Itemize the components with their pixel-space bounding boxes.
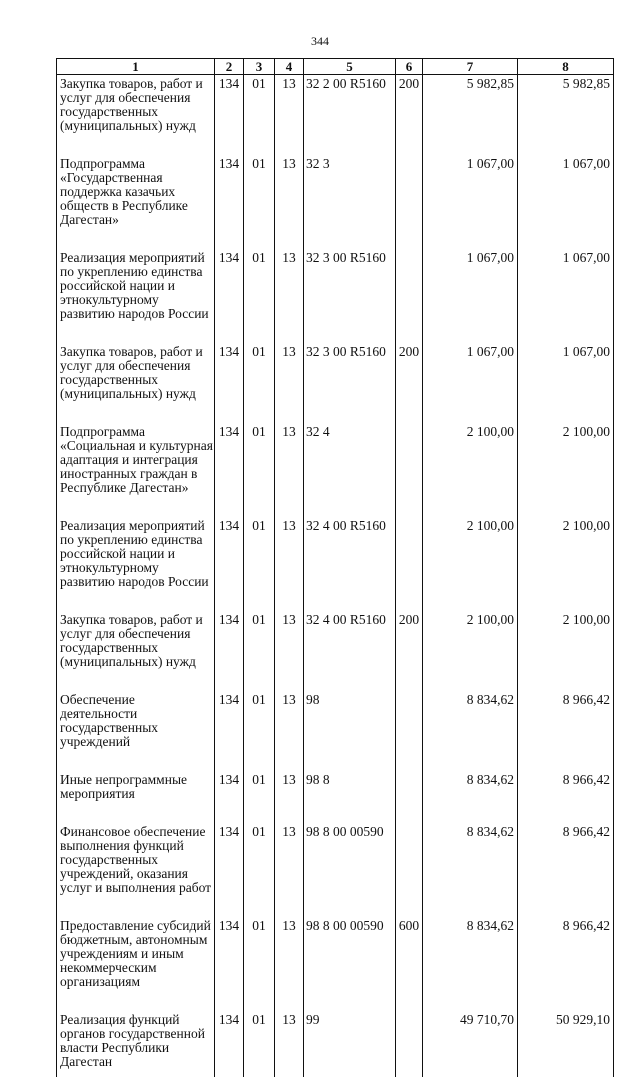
table-header-row xyxy=(57,59,614,75)
row-code-4: 13 xyxy=(275,919,304,1013)
row-code-6 xyxy=(396,251,423,345)
column-header-4: 4 xyxy=(275,59,304,75)
row-code-4: 13 xyxy=(275,425,304,519)
row-amount-8: 50 929,10 xyxy=(518,1013,614,1077)
row-code-6: 200 xyxy=(396,345,423,425)
row-amount-8: 2 100,00 xyxy=(518,519,614,613)
row-code-4: 13 xyxy=(275,613,304,693)
row-code-5: 98 8 00 00590 xyxy=(304,919,396,1013)
row-amount-7: 2 100,00 xyxy=(423,519,518,613)
column-header-3: 3 xyxy=(244,59,275,75)
row-code-4: 13 xyxy=(275,75,304,158)
row-code-5: 32 4 00 R5160 xyxy=(304,613,396,693)
row-code-5: 32 3 xyxy=(304,157,396,251)
row-amount-8: 2 100,00 xyxy=(518,425,614,519)
row-amount-7: 1 067,00 xyxy=(423,251,518,345)
row-name: Предоставление субсидий бюджетным, автономным учреждениям и иным некоммерческим организациям xyxy=(57,919,215,1013)
column-header-8: 8 xyxy=(518,59,614,75)
row-code-2: 134 xyxy=(215,773,244,825)
row-name: Обеспечение деятельности государственных учреждений xyxy=(57,693,215,773)
row-code-5: 32 4 00 R5160 xyxy=(304,519,396,613)
row-code-4: 13 xyxy=(275,251,304,345)
row-code-3: 01 xyxy=(244,251,275,345)
row-name: Подпрограмма «Государственная поддержка казачьих обществ в Республике Дагестан» xyxy=(57,157,215,251)
row-code-3: 01 xyxy=(244,1013,275,1077)
row-name: Закупка товаров, работ и услуг для обеспечения государственных (муниципальных) нужд xyxy=(57,345,215,425)
row-amount-7: 8 834,62 xyxy=(423,773,518,825)
row-code-3: 01 xyxy=(244,825,275,919)
row-amount-7: 5 982,85 xyxy=(423,75,518,158)
row-code-2: 134 xyxy=(215,825,244,919)
row-code-6: 200 xyxy=(396,75,423,158)
row-amount-8: 1 067,00 xyxy=(518,345,614,425)
row-code-2: 134 xyxy=(215,519,244,613)
row-code-2: 134 xyxy=(215,613,244,693)
row-amount-8: 8 966,42 xyxy=(518,825,614,919)
row-code-2: 134 xyxy=(215,251,244,345)
row-code-2: 134 xyxy=(215,425,244,519)
row-code-5: 98 8 00 00590 xyxy=(304,825,396,919)
row-code-4: 13 xyxy=(275,825,304,919)
row-amount-8: 8 966,42 xyxy=(518,773,614,825)
row-name: Реализация мероприятий по укреплению единства российской нации и этнокультурному развитию народов России xyxy=(57,251,215,345)
row-code-5: 32 3 00 R5160 xyxy=(304,345,396,425)
row-code-2: 134 xyxy=(215,345,244,425)
row-amount-8: 5 982,85 xyxy=(518,75,614,158)
table-row xyxy=(57,773,614,825)
table-row xyxy=(57,157,614,251)
row-code-4: 13 xyxy=(275,519,304,613)
table-row xyxy=(57,613,614,693)
row-code-6 xyxy=(396,693,423,773)
row-code-3: 01 xyxy=(244,75,275,158)
row-amount-7: 1 067,00 xyxy=(423,345,518,425)
row-code-6 xyxy=(396,519,423,613)
row-code-4: 13 xyxy=(275,1013,304,1077)
row-code-3: 01 xyxy=(244,613,275,693)
row-code-2: 134 xyxy=(215,919,244,1013)
row-name: Подпрограмма «Социальная и культурная адаптация и интеграция иностранных граждан в Республике Дагестан» xyxy=(57,425,215,519)
row-name: Закупка товаров, работ и услуг для обеспечения государственных (муниципальных) нужд xyxy=(57,75,215,158)
table-row xyxy=(57,519,614,613)
row-name: Реализация функций органов государственной власти Республики Дагестан xyxy=(57,1013,215,1077)
table-row xyxy=(57,693,614,773)
row-code-6 xyxy=(396,773,423,825)
row-code-6 xyxy=(396,157,423,251)
row-amount-7: 2 100,00 xyxy=(423,613,518,693)
row-code-3: 01 xyxy=(244,345,275,425)
row-code-3: 01 xyxy=(244,919,275,1013)
row-code-6 xyxy=(396,425,423,519)
column-header-1: 1 xyxy=(57,59,215,75)
row-code-2: 134 xyxy=(215,157,244,251)
column-header-7: 7 xyxy=(423,59,518,75)
table-row xyxy=(57,919,614,1013)
row-amount-7: 8 834,62 xyxy=(423,693,518,773)
table-row xyxy=(57,425,614,519)
row-amount-8: 1 067,00 xyxy=(518,251,614,345)
row-amount-8: 8 966,42 xyxy=(518,919,614,1013)
row-code-3: 01 xyxy=(244,519,275,613)
column-header-2: 2 xyxy=(215,59,244,75)
row-code-3: 01 xyxy=(244,157,275,251)
row-code-5: 99 xyxy=(304,1013,396,1077)
row-code-5: 32 2 00 R5160 xyxy=(304,75,396,158)
row-name: Реализация мероприятий по укреплению единства российской нации и этнокультурному развитию народов России xyxy=(57,519,215,613)
row-code-5: 98 xyxy=(304,693,396,773)
page-number: 344 xyxy=(311,34,329,48)
row-name: Финансовое обеспечение выполнения функций государственных учреждений, оказания услуг и выполнения работ xyxy=(57,825,215,919)
row-code-2: 134 xyxy=(215,75,244,158)
row-code-5: 32 4 xyxy=(304,425,396,519)
row-amount-8: 2 100,00 xyxy=(518,613,614,693)
row-code-4: 13 xyxy=(275,693,304,773)
row-code-4: 13 xyxy=(275,345,304,425)
row-amount-8: 1 067,00 xyxy=(518,157,614,251)
table-row xyxy=(57,75,614,158)
row-code-4: 13 xyxy=(275,157,304,251)
column-header-5: 5 xyxy=(304,59,396,75)
row-code-3: 01 xyxy=(244,425,275,519)
row-code-6: 200 xyxy=(396,613,423,693)
row-amount-7: 49 710,70 xyxy=(423,1013,518,1077)
row-amount-7: 8 834,62 xyxy=(423,825,518,919)
row-code-5: 98 8 xyxy=(304,773,396,825)
row-amount-7: 2 100,00 xyxy=(423,425,518,519)
row-code-6 xyxy=(396,1013,423,1077)
row-amount-7: 8 834,62 xyxy=(423,919,518,1013)
table-row xyxy=(57,251,614,345)
row-amount-7: 1 067,00 xyxy=(423,157,518,251)
budget-table xyxy=(56,58,614,1077)
row-code-3: 01 xyxy=(244,773,275,825)
row-name: Закупка товаров, работ и услуг для обеспечения государственных (муниципальных) нужд xyxy=(57,613,215,693)
column-header-6: 6 xyxy=(396,59,423,75)
row-code-5: 32 3 00 R5160 xyxy=(304,251,396,345)
row-code-3: 01 xyxy=(244,693,275,773)
row-code-4: 13 xyxy=(275,773,304,825)
row-code-2: 134 xyxy=(215,693,244,773)
row-name: Иные непрограммные мероприятия xyxy=(57,773,215,825)
table-row xyxy=(57,1013,614,1077)
table-row xyxy=(57,345,614,425)
row-code-6: 600 xyxy=(396,919,423,1013)
row-code-2: 134 xyxy=(215,1013,244,1077)
row-amount-8: 8 966,42 xyxy=(518,693,614,773)
